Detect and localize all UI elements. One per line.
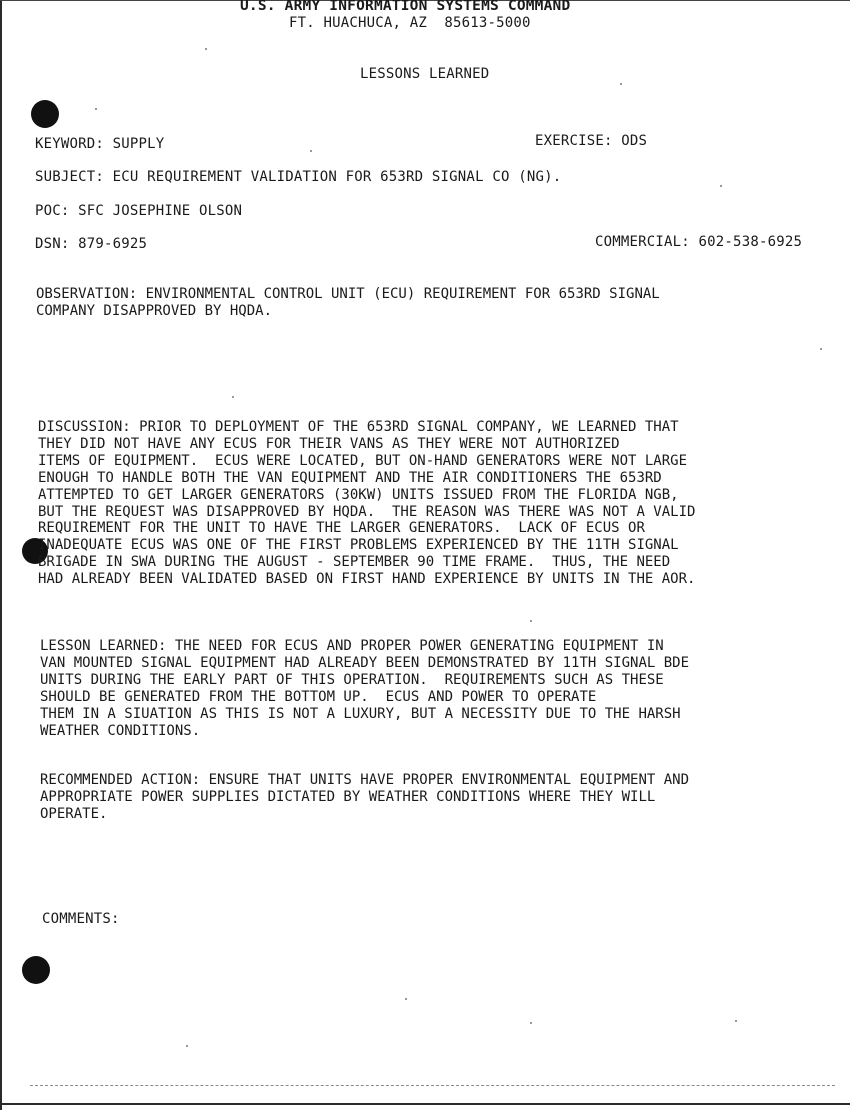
scan-speck — [232, 396, 234, 398]
commercial-field: COMMERCIAL: 602-538-6925 — [595, 234, 803, 250]
scan-speck — [205, 48, 207, 50]
scan-speck — [405, 998, 407, 1000]
scan-speck — [95, 108, 97, 110]
footer-dotted-rule — [30, 1085, 835, 1086]
recommended-action-section: RECOMMENDED ACTION: ENSURE THAT UNITS HAVE PROPER ENVIRONMENTAL EQUIPMENT AND APPROPRIATE POWER SUPPLIES DICTATED BY WEATHER CONDITIONS WHERE THEY WILL OPERATE. — [40, 772, 690, 822]
scan-speck — [720, 185, 722, 187]
document-title: LESSONS LEARNED — [360, 66, 490, 82]
exercise-field: EXERCISE: ODS — [535, 133, 648, 149]
scan-speck — [530, 620, 532, 622]
scan-speck — [530, 1022, 532, 1024]
scan-speck — [820, 348, 822, 350]
scan-speck — [310, 150, 312, 152]
comments-label: COMMENTS: — [42, 911, 120, 927]
scan-speck — [735, 1020, 737, 1022]
discussion-section: DISCUSSION: PRIOR TO DEPLOYMENT OF THE 653RD SIGNAL COMPANY, WE LEARNED THAT THEY DID NOT HAVE ANY ECUS FOR THEIR VANS AS THEY WERE NOT AUTHORIZED ITEMS OF EQUIPMENT. ECUS WERE LOCATED, BUT ON-HAND GENERATORS WERE NOT LARGE ENOUGH TO HANDLE BOTH THE VAN EQUIPMENT AND THE AIR CONDITIONERS THE 653RD ATTEMPTED TO GET LARGER GENERATORS (30KW) UNITS ISSUED FROM THE FLORIDA NGB, BUT THE REQUEST WAS DISAPPROVED BY HQDA. THE REASON WAS THERE WAS NOT A VALID REQUIREMENT FOR THE UNIT TO HAVE THE LARGER GENERATORS. LACK OF ECUS OR INADEQUATE ECUS WAS ONE OF THE FIRST PROBLEMS EXPERIENCED BY THE 11TH SIGNAL BRIGADE IN SWA DURING THE AUGUST - SEPTEMBER 90 TIME FRAME. THUS, THE NEED HAD ALREADY BEEN VALIDATED BASED ON FIRST HAND EXPERIENCE BY UNITS IN THE AOR. — [38, 419, 696, 588]
scan-speck — [186, 1045, 188, 1047]
observation-section: OBSERVATION: ENVIRONMENTAL CONTROL UNIT (ECU) REQUIREMENT FOR 653RD SIGNAL COMPANY DISAPPROVED BY HQDA. — [36, 286, 660, 319]
footer-rule — [0, 1103, 850, 1105]
poc-field: POC: SFC JOSEPHINE OLSON — [35, 203, 243, 219]
punch-hole-top — [31, 100, 59, 128]
header-org: U.S. ARMY INFORMATION SYSTEMS COMMAND — [240, 0, 571, 14]
scan-speck — [620, 83, 622, 85]
lesson-learned-section: LESSON LEARNED: THE NEED FOR ECUS AND PROPER POWER GENERATING EQUIPMENT IN VAN MOUNTED SIGNAL EQUIPMENT HAD ALREADY BEEN DEMONSTRATED BY 11TH SIGNAL BDE UNITS DURING THE EARLY PART OF THIS OPERATION. REQUIREMENTS SUCH AS THESE SHOULD BE GENERATED FROM THE BOTTOM UP. ECUS AND POWER TO OPERATE THEM IN A SIUATION AS THIS IS NOT A LUXURY, BUT A NECESSITY DUE TO THE HARSH WEATHER CONDITIONS. — [40, 638, 690, 739]
punch-hole-bottom — [22, 956, 50, 984]
header-address: FT. HUACHUCA, AZ 85613-5000 — [289, 15, 531, 31]
scan-left-edge — [0, 0, 2, 1110]
subject-field: SUBJECT: ECU REQUIREMENT VALIDATION FOR 653RD SIGNAL CO (NG). — [35, 169, 562, 185]
dsn-field: DSN: 879-6925 — [35, 236, 148, 252]
keyword-field: KEYWORD: SUPPLY — [35, 136, 165, 152]
